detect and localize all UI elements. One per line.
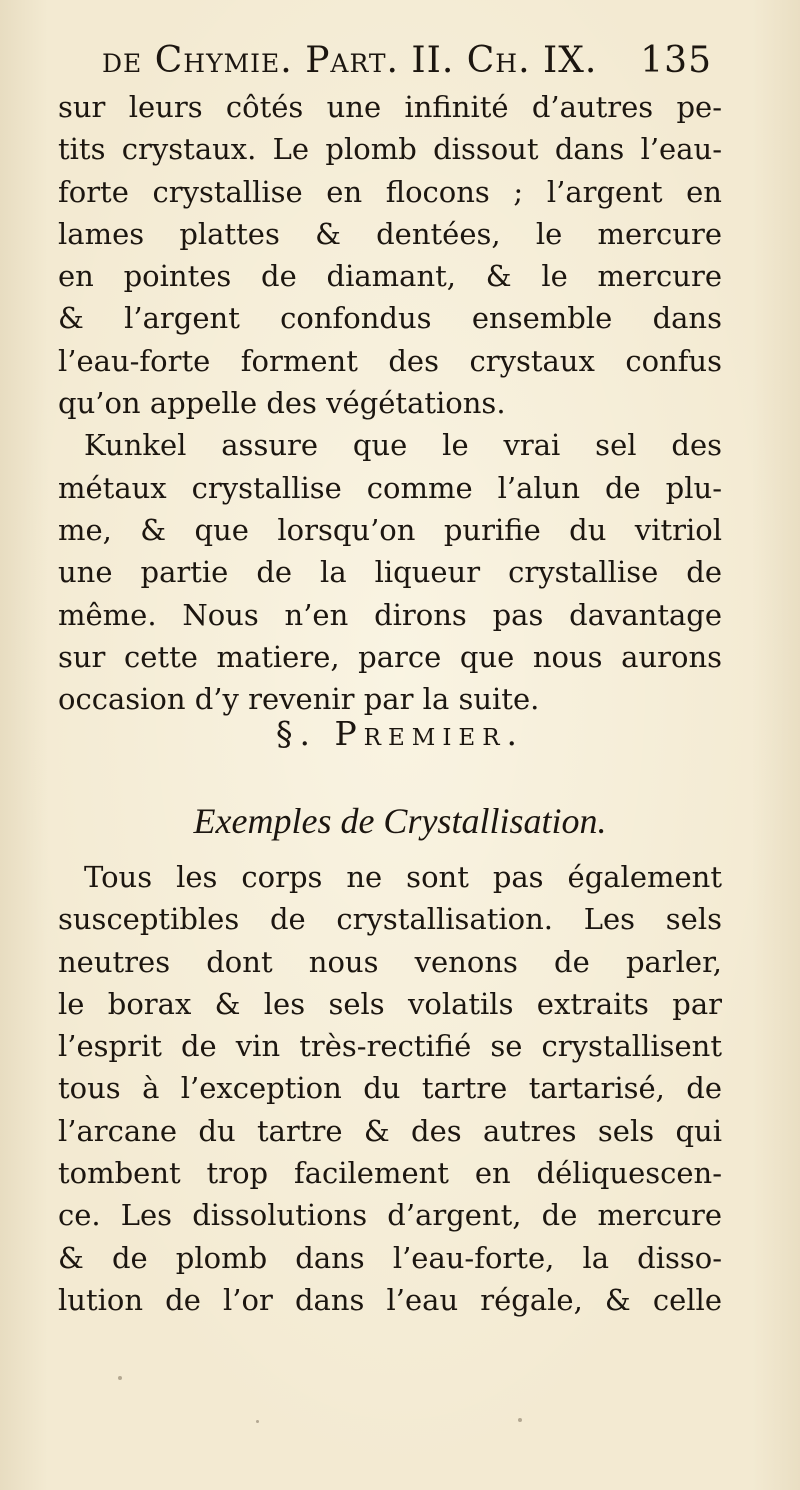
text-line: lution de l’or dans l’eau régale, & celle [58, 1282, 722, 1317]
text-line: sur cette matiere, parce que nous aurons [58, 639, 722, 674]
text-line: sur leurs côtés une infinité d’autres pe- [58, 90, 722, 124]
running-head [102, 40, 712, 92]
text-line: une partie de la liqueur crystallise de [58, 555, 722, 590]
text-line: ce. Les dissolutions d’argent, de mercure [58, 1198, 722, 1233]
section-subheading: Exemples de Crystallisation. [193, 801, 607, 841]
text-line: occasion d’y revenir par la suite. [58, 682, 540, 717]
text-line: susceptibles de crystallisation. Les sels [58, 902, 722, 937]
text-line: forte crystallise en flocons ; l’argent en [58, 174, 722, 209]
paper-speck [518, 1418, 522, 1422]
text-line: même. Nous n’en dirons pas davantage [58, 597, 722, 632]
section-heading: §. Premier. [275, 714, 525, 753]
paper-speck [256, 1420, 259, 1423]
text-line: me, & que lorsqu’on purifie du vitriol [58, 512, 722, 547]
text-line: tombent trop facilement en déliquescen- [58, 1156, 722, 1191]
text-line: l’arcane du tartre & des autres sels qui [58, 1113, 722, 1148]
text-line: lames plattes & dentées, le mercure [58, 216, 722, 251]
body-text-lower [58, 856, 722, 1321]
paragraph [58, 86, 722, 424]
text-line: Tous les corps ne sont pas également [84, 860, 722, 894]
body-text-upper [58, 86, 722, 720]
text-line: tous à l’exception du tartre tartarisé, de [58, 1071, 722, 1106]
paper-speck [118, 1376, 122, 1380]
text-line: Kunkel assure que le vrai sel des [84, 428, 722, 463]
page-number: 135 [640, 40, 712, 81]
text-line: qu’on appelle des végétations. [58, 386, 506, 421]
text-line: le borax & les sels volatils extraits par [58, 986, 722, 1021]
text-line: neutres dont nous venons de parler, [58, 944, 722, 979]
text-line: l’eau-forte forment des crystaux confus [58, 343, 722, 378]
paragraph [58, 856, 722, 1321]
text-line: & l’argent confondus ensemble dans [58, 301, 722, 336]
text-line: & de plomb dans l’eau-forte, la disso- [58, 1240, 722, 1275]
running-head-title: de Chymie. Part. II. Ch. IX. [102, 40, 598, 81]
text-line: en pointes de diamant, & le mercure [58, 259, 722, 294]
text-line: l’esprit de vin très-rectifié se crystallisent [58, 1029, 722, 1064]
paragraph [58, 424, 722, 720]
text-line: tits crystaux. Le plomb dissout dans l’eau- [58, 132, 722, 167]
text-line: métaux crystallise comme l’alun de plu- [58, 470, 722, 505]
